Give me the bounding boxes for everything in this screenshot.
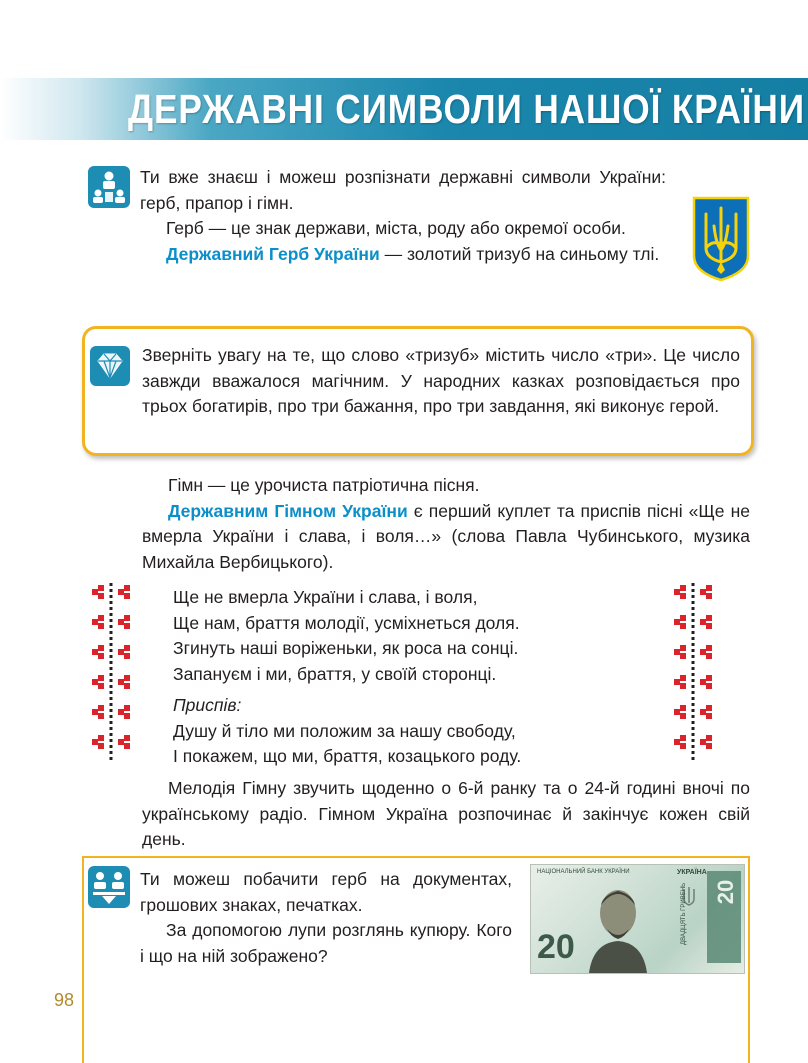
intro-paragraph-2: Герб — це знак держави, міста, роду або окремої особи. <box>166 218 626 238</box>
anthem-term: Державним Гімном України <box>168 500 408 521</box>
intro-text <box>140 165 666 267</box>
ornament-pattern-left <box>92 583 130 763</box>
anthem-text <box>173 585 653 770</box>
diamond-icon <box>90 346 130 386</box>
anthem-intro <box>142 473 750 575</box>
task-paragraph-2: За допомогою лупи розглянь купюру. Кого і що на ній зображено? <box>140 920 512 966</box>
task-icon <box>88 866 130 908</box>
page-number: 98 <box>54 990 75 1010</box>
anthem-description: є перший куплет та приспів пісні «Ще не вмерла України і слава, і воля…» (слова Павла Чубинського, музика Михайла Вербицького). <box>142 500 750 572</box>
chorus-line: Душу й тіло ми положим за нашу свободу, <box>173 720 516 741</box>
ornament-pattern-right <box>674 583 712 763</box>
banknote-denomination-vertical: 20 <box>713 879 739 905</box>
chorus-line: І покажем, що ми, браття, козацького роду. <box>173 746 522 766</box>
anthem-paragraph <box>142 499 750 576</box>
discussion-icon <box>88 166 130 208</box>
verse-line: Запануєм і ми, браття, у своїй сторонці. <box>173 663 497 684</box>
coat-of-arms-definition: — золотий тризуб на синьому тлі. <box>379 243 660 264</box>
page-title: ДЕРЖАВНІ СИМВОЛИ НАШОЇ КРАЇНИ <box>128 86 805 132</box>
melody-text: Мелодія Гімну звучить щоденно о 6-й ранку та о 24-й годині вночі по українському радіо. Гімном Україна розпочинає й закінчує кожен свій день. <box>142 778 750 849</box>
banknote-bank-name: НАЦІОНАЛЬНИЙ БАНК УКРАЇНИ <box>537 869 630 875</box>
verse-line: Ще не вмерла України і слава, і воля, <box>173 587 478 607</box>
note-text: Зверніть увагу на те, що слово «тризуб» містить число «три». Це число завжди вважалося магічним. У народних казках розповідається про трьох богатирів, про три бажання, про три завдання, які виконує герой. <box>142 345 740 416</box>
banknote-image <box>530 864 745 974</box>
task-frame-top <box>82 856 750 858</box>
intro-paragraph-1: Ти вже знаєш і можеш розпізнати державні символи України: герб, прапор і гімн. <box>140 167 666 213</box>
portrait-icon <box>583 877 653 973</box>
task-frame-left <box>82 856 84 1063</box>
banknote-denomination: 20 <box>537 928 575 966</box>
task-text <box>140 867 512 969</box>
intro-paragraph-3 <box>140 242 666 268</box>
right-embroidery-ornament <box>672 583 714 763</box>
left-embroidery-ornament <box>90 583 132 763</box>
task-paragraph-1: Ти можеш побачити герб на документах, грошових знаках, печатках. <box>140 869 512 915</box>
coat-of-arms-term: Державний Герб України <box>166 243 380 264</box>
verse-line: Згинуть наші воріженьки, як роса на сонці. <box>173 638 519 658</box>
task-frame-right <box>748 856 750 1063</box>
coat-of-arms-icon <box>692 196 750 282</box>
anthem-definition: Гімн — це урочиста патріотична пісня. <box>168 475 480 495</box>
chorus-label: Приспів: <box>173 695 242 715</box>
verse-line: Ще нам, браття молодії, усміхнеться доля. <box>173 612 520 633</box>
banknote-country: УКРАЇНА <box>677 869 707 876</box>
banknote-words: ДВАДЦЯТЬ ГРИВЕНЬ <box>681 882 687 945</box>
